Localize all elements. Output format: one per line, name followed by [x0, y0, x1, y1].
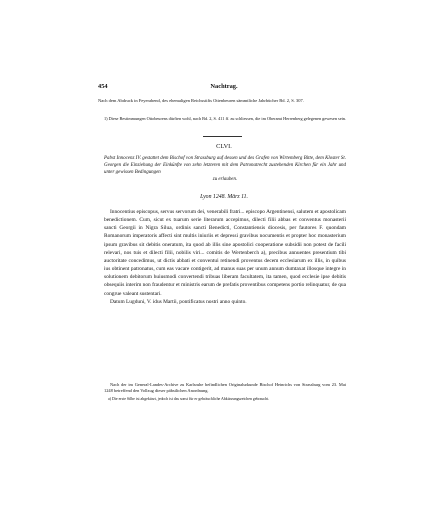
page-number: 454 — [98, 83, 108, 90]
separator-rule — [203, 136, 242, 137]
archival-note-text: Nach der im General-Landes-Archive zu Karlsruhe befindlichen Originalurkunde Bischof Heinrichs von Strassburg vom 23. Mai 1248 betreffend den Vollzug dieser päbstlichen Anordnung. — [104, 382, 346, 394]
footnote-bottom: a) Die erste Silbe ist abgekürzt, jedoch ist das sonst für er gebräuchliche Abkürzungszeichen gebraucht. — [108, 397, 270, 401]
regest-text: Pabst Innocenz IV. gestattet dem Bischof von Strassburg auf dessen und des Grafen von Wirtemberg Bitte, dem Kloster St. Georgen die Einziehung der Einkünfte von zehn letzteren mit dem Patronatrecht zustehenden Kirchen für ein Jahr und unter gewissen Bedingungen — [104, 156, 346, 176]
source-note: Nach dem Abdruck in Feyerabend, des ehemaligen Reichsstifts Ottenbeuren sämmtliche Jahrbücher Bd. 2, S. 307. — [98, 98, 304, 103]
body-paragraph: Innocentius episcopus, servus servorum dei, venerabili fratri... episcopo Argentinensi, salutem et apostolicam benedictionem. Cum, sicut ex tuarum serie literarum accepimus, dilecti filii abbas et conventus monasterii sancti Georgii in Nigra Silua, ordinis sancti Benedicti, Constantiensis diocesis, per fautores F. quondam Romanorum imperatoris affecti sint multis iniuriis et depressi gravibus nocumentis et propter hoc monasterium ipsum gravibus sit debitis oneratum, ita quod ab illis sine apostolici cooperatione subsidii non potest de facili relevari, nos tuis et dilecti filii, nobilis viri... comitis de Wertenberch a), precibus annuentes presentium tibi auctoritate concedimus, ut dictis abbati et conventui retinendi proventus decem ecclesiarum ex illis, in quibus ius obtinent patronatus, cum eas vacare contigerit, ad manus suas per unum annum dumtaxat illosque integre in solutionem debitorum huiusmodi convertendi tribuas liberam facultatem, ita tamen, quod ecclesie ipse debitis obsequiis interim non fraudentur et ministris earum de prefatis proventibus competens portio relinquatur, de qua congrue valeant sustentari. — [104, 209, 346, 297]
document-body — [104, 208, 346, 306]
archival-note — [104, 382, 346, 394]
footnote-top: 1) Diese Bestimmungen Ottobeurens dürften wohl, nach Bd. 2, S. 411 ff. zu schliessen, die im Oberamt Herrenberg gelegenen gewesen sein. — [104, 116, 347, 121]
document-regest — [104, 155, 346, 183]
document-dating: Lyon 1248. März 11. — [200, 194, 248, 200]
document-number: CLVI. — [216, 143, 232, 150]
regest-last-line: zu erlauben. — [212, 177, 238, 183]
datum-line: Datum Lugduni, V. idus Martii, pontificatus nostri anno quinto. — [110, 298, 247, 305]
running-title: Nachtrag. — [210, 83, 238, 90]
